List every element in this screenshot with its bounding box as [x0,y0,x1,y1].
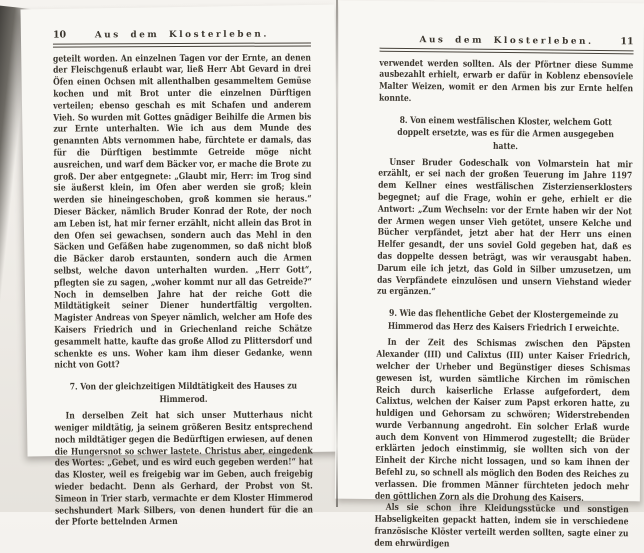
body-paragraph: Unser Bruder Godeschalk von Volmarstein hat mir erzählt, er sei nach der großen Teuerung im Jahre 1197 dem Kellner eines westfälischen Zisterzienserklosters begegnet; auf die Frage, wohin er gehe, erhielt er die Antwort: „Zum Wechseln: vor der Ernte haben wir der Not der Armen wegen unser Vieh getötet, unsere Kelche und Bücher verpfändet, jetzt aber hat der Herr uns einen Helfer gesandt, der uns soviel Gold gegeben hat, daß es das doppelte dessen beträgt, was wir verausgabt haben. Darum eile ich jetzt, das Gold in Silber umzusetzen, um das Verpfändete einzulösen und unsern Viehstand wieder zu ergänzen.“ [377,157,632,301]
header-rule-left [53,42,311,47]
right-running-header [380,34,634,48]
left-running-header [53,28,311,40]
body-paragraph: In derselben Zeit hat sich unser Mutterhaus nicht weniger mildtätig, ja seinem größeren Besitz entsprechend noch mildtätiger gegen die Bedürftigen erwiesen, auf denen die Hungersnot so schwer lastete. Christus aber, eingedenk des Wortes: „Gebet, und es wird euch gegeben werden!“ hat das Kloster, weil es freigebig war im Geben, auch freigebig wieder bedacht. Denn als Gerhard, der Probst von St. Simeon in Trier starb, vermachte er dem Kloster Himmerod sechshundert Mark Silbers, von denen hundert für die an der Pforte bettelnden Armen [55,411,313,530]
body-paragraph: geteilt worden. An einzelnen Tagen vor der Ernte, an denen der Fleischgenuß erlaubt war, ließ Herr Abt Gevard in drei Öfen einen Ochsen mit allenthalben gesammeltem Gemüse kochen und mit Brot unter die einzelnen Dürftigen verteilen; ebenso geschah es mit Schafen und anderem Vieh. So wurden mit Gottes gnädiger Beihilfe die Armen bis zur Ernte unterhalten. Wie ich aus dem Munde des genannten Abts vernommen habe, fürchtete er damals, das für die Dürftigen bestimmte Getreide möge nicht ausreichen, und warf dem Bäcker vor, er mache die Brote zu groß. Der aber entgegnete: „Glaubt mir, Herr: im Trog sind sie äußerst klein, im Ofen aber werden sie groß; klein werden sie hineingeschoben, groß kommen sie heraus.“ Dieser Bäcker, nämlich Bruder Konrad der Rote, der noch am Leben ist, hat mir ferner erzählt, nicht allein das Brot in den Ofen sei gewachsen, sondern auch das Mehl in den Säcken und Gefäßen habe zugenommen, so daß nicht bloß die Bäcker darob erstaunten, sondern auch die Armen selbst, welche davon unterhalten wurden. „Herr Gott“, pflegten sie zu sagen, „woher kommt nur all das Getreide?“ Noch in demselben Jahre hat der reiche Gott die Mildtätigkeit seiner Diener hundertfältig vergolten. Magister Andreas von Speyer nämlich, welcher am Hofe des Kaisers Friedrich und in Griechenland reiche Schätze gesammelt hatte, kaufte das große Allod zu Plittersdorf und schenkte es uns. Woher kam ihm dieser Gedanke, wenn nicht von Gott? [53,53,312,373]
section-heading: 9. Wie das flehentliche Gebet der Klostergemeinde zu Himmerod das Herz des Kaisers Friedrich I erweichte. [387,308,621,336]
left-page-text-column [53,28,313,529]
body-paragraph: Als sie schon ihre Kleidungsstücke und sonstigen Habseligkeiten gepackt hatten, indem sie in verschiedene französische Klöster verteilt werden sollten, sagte einer zu dem ehrwürdigen [374,503,628,553]
body-paragraph: In der Zeit des Schismas zwischen den Päpsten Alexander (III) und Calixtus (III) unter Kaiser Friedrich, welcher der Urheber und Begünstiger dieses Schismas gewesen ist, wurden sämtliche Kirchen im römischen Reich durch kaiserliche Erlasse aufgefordert, dem Calixtus, welchen der Kaiser zum Papst erkoren hatte, zu huldigen und Gehorsam zu schwören; Widerstrebenden wurde Verbannung angedroht. Ein solcher Erlaß wurde auch dem Konvent von Himmerod zugestellt; die Brüder erklärten jedoch einstimmig, sie wollten sich von der Einheit der Kirche nicht lossagen, und so kam ihnen der Befehl zu, so schnell als möglich den Boden des Reiches zu verlassen. Die frommen Männer fürchteten jedoch mehr den göttlichen Zorn als die Drohung des Kaisers. [375,338,631,506]
page-number-left: 10 [53,29,87,40]
section-heading: 8. Von einem westfälischen Kloster, welchem Gott doppelt ersetzte, was es für die Armen ausgegeben hatte. [389,115,623,155]
running-title-left: Aus dem Klosterleben. [87,30,277,41]
left-page-body [53,53,313,530]
section-heading: 7. Von der gleichzeitigen Mildtätigkeit des Hauses zu Himmerod. [65,381,303,407]
right-page-body [374,58,633,553]
page-number-right: 11 [600,36,634,47]
body-paragraph: verwendet werden sollten. Als der Pförtner diese Summe ausbezahlt erhielt, erwarb er dafür in Koblenz ebensoviele Malter Weizen, womit er den Armen bis zur Ernte helfen konnte. [379,58,633,108]
book-gutter-shadow [336,0,338,507]
running-title-right: Aus dem Klosterleben. [414,35,600,47]
right-page-text-column [374,34,633,553]
header-rule-right [380,48,634,54]
